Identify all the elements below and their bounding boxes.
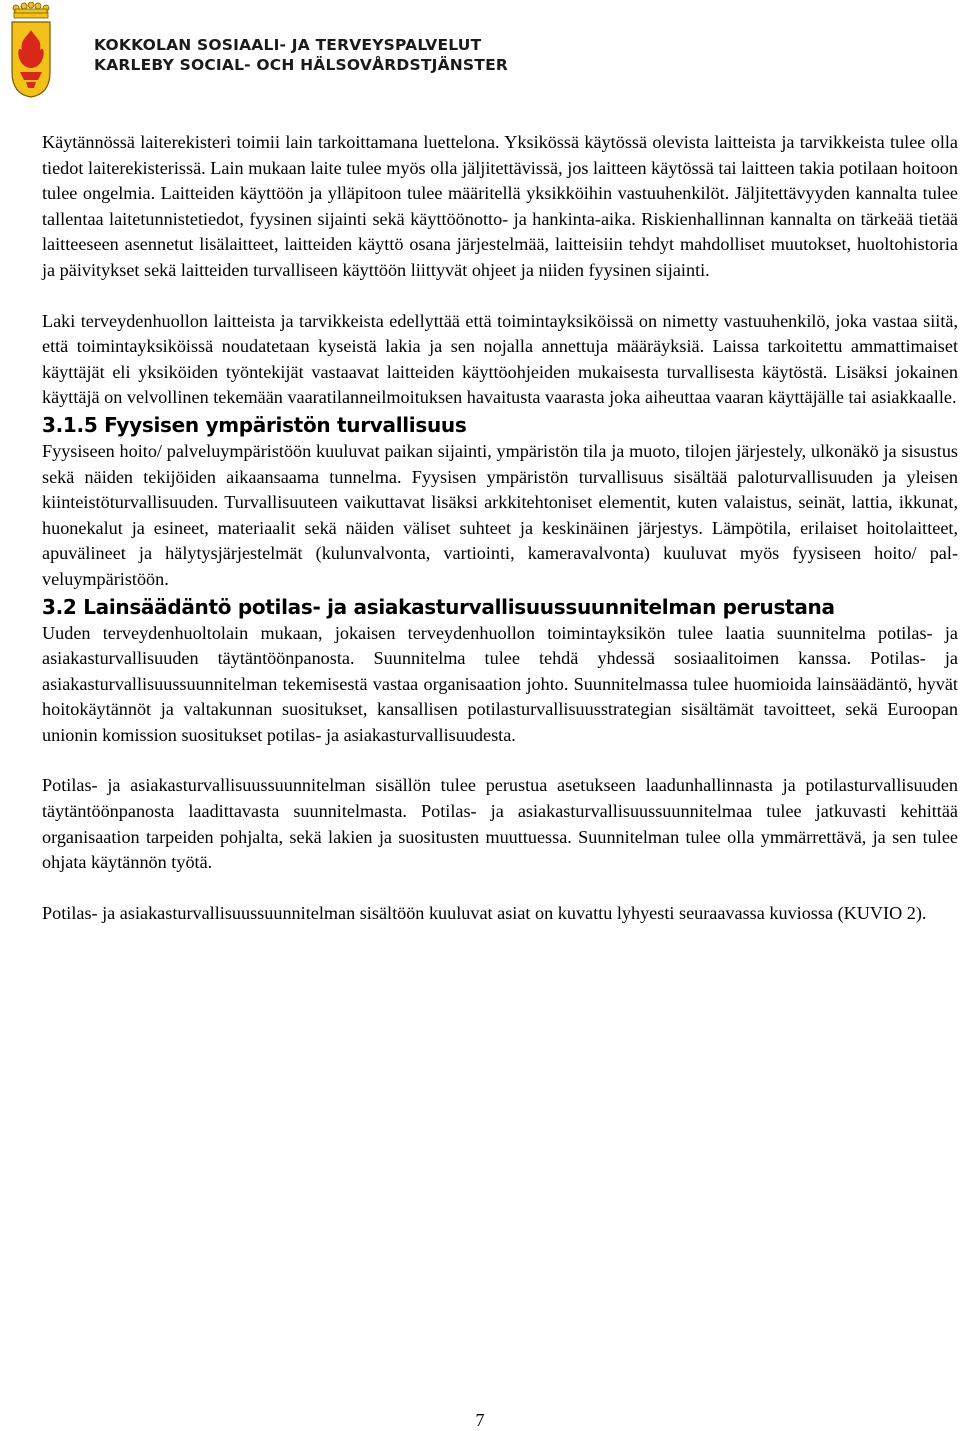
paragraph-figure-reference: Potilas- ja asiakasturvallisuussuunnitelman sisältöön kuuluvat asiat on kuvattu lyhyesti seuraavassa kuviossa (KUVIO 2). <box>42 902 927 923</box>
page-content <box>42 130 958 926</box>
org-name-swedish: KARLEBY SOCIAL- OCH HÄLSOVÅRDSTJÄNSTER <box>94 56 508 74</box>
paragraph-health-care-act: Uuden terveydenhuoltolain mukaan, jokaisen terveydenhuollon toimintayksikön tulee laatia suunnitelma potilas- ja asiakasturvallisuuden täytäntöönpanosta. Suunnitelma tulee tehdä yhdessä sosiaalitoimen kanssa. Potilas- ja asiakasturvallisuussuunnitelman tekemisestä vastaa organisaation johto. Suunnitelmassa tulee huomioida lainsäädäntö, hyvät hoitokäytännöt ja valtakunnan suositukset, kansallisen potilasturvallisuusstrategian sisältämät tavoitteet, sekä Euroopan unionin komission suositukset potilas- ja asiakasturvallisuudesta. <box>42 622 958 745</box>
page-number: 7 <box>475 1410 485 1430</box>
section-heading-physical-environment: 3.1.5 Fyysisen ympäristön turvallisuus <box>42 412 467 437</box>
organization-name <box>94 35 508 75</box>
paragraph-physical-environment: Fyysiseen hoito/ palveluympäristöön kuuluvat paikan sijainti, ympäristön tila ja muoto, tilojen järjestely, ulkonäkö ja sisustus sekä näiden tekijöiden aikaansaama tunnelma. Fyysisen ympäristön turvallisuus sisältää paloturvallisuuden ja yleisen kiinteistöturvallisuuden. Turvallisuuteen vaikuttavat lisäksi arkkitehtoniset elementit, kuten valaistus, seinät, lattia, ikkunat, huonekalut ja esineet, materiaalit sekä näiden väliset suhteet ja keskinäinen järjestys. Lämpötila, erilaiset hoitolaitteet, apuvälineet ja hälytysjärjestelmät (kulunvalvonta, vartiointi, kameravalvonta) kuuluvat myös fyysiseen hoito/ palveluympäristöön. <box>42 440 958 589</box>
section-heading-legislation: 3.2 Lainsäädäntö potilas- ja asiakasturvallisuussuunnitelman perustana <box>42 594 835 619</box>
org-name-finnish: KOKKOLAN SOSIAALI- JA TERVEYSPALVELUT <box>94 36 482 54</box>
page-header <box>10 2 610 102</box>
paragraph-device-law: Laki terveydenhuollon laitteista ja tarvikkeista edellyttää että toimintayksiköissä on nimetty vastuuhenkilö, joka vastaa siitä, että toimintayksiköissä noudatetaan kyseistä lakia ja sen nojalla annettuja määräyksiä. Laissa tarkoitettu ammattimaiset käyttäjät eli yksiköiden työntekijät vastaavat laitteiden käyttöohjeiden mukaisesta turvallisesta käytöstä. Lisäksi jokainen käyttäjä on velvollinen tekemään vaaratilanneilmoituksen havaitusta vaarasta joka aiheuttaa vaaran käyttäjälle tai asiakkaalle. <box>42 310 958 408</box>
coat-of-arms-icon <box>10 2 52 98</box>
paragraph-plan-content: Potilas- ja asiakasturvallisuussuunnitelman sisällön tulee perustua asetukseen laadunhallinnasta ja potilasturvallisuuden täytäntöönpanosta laadittavasta suunnitelmasta. Potilas- ja asiakasturvallisuussuunnitelmaa tulee jatkuvasti kehittää organisaation tarpeiden pohjalta, sekä lakien ja suositusten muuttuessa. Suunnitelman tulee olla ymmärrettävä, ja sen tulee ohjata käytännön työtä. <box>42 775 958 873</box>
paragraph-device-registry: Käytännössä laiterekisteri toimii lain tarkoittamana luettelona. Yksikössä käytössä olevista laitteista ja tarvikkeista tulee olla tiedot laiterekisterissä. Lain mukaan laite tulee myös olla jäljitettävissä, jos laitteen käytössä tai laitteen takia potilaan hoitoon tulee ongelmia. Laitteiden käyttöön ja ylläpitoon tulee määritellä yksikköihin vastuuhenkilöt. Jäljitettävyyden kannalta tulee tallentaa laitetunnistetiedot, fyysinen sijainti sekä käyttöönotto- ja hankinta-aika. Riskienhallinnan kannalta on tärkeää tietää laitteeseen asennetut lisälaitteet, laitteiden käyttö osana järjestelmää, laitteisiin tehdyt mahdolliset muutokset, huoltohistoria ja päivitykset sekä laitteiden turvalliseen käyttöön liittyvät ohjeet ja niiden fyysinen sijainti. <box>42 132 958 280</box>
